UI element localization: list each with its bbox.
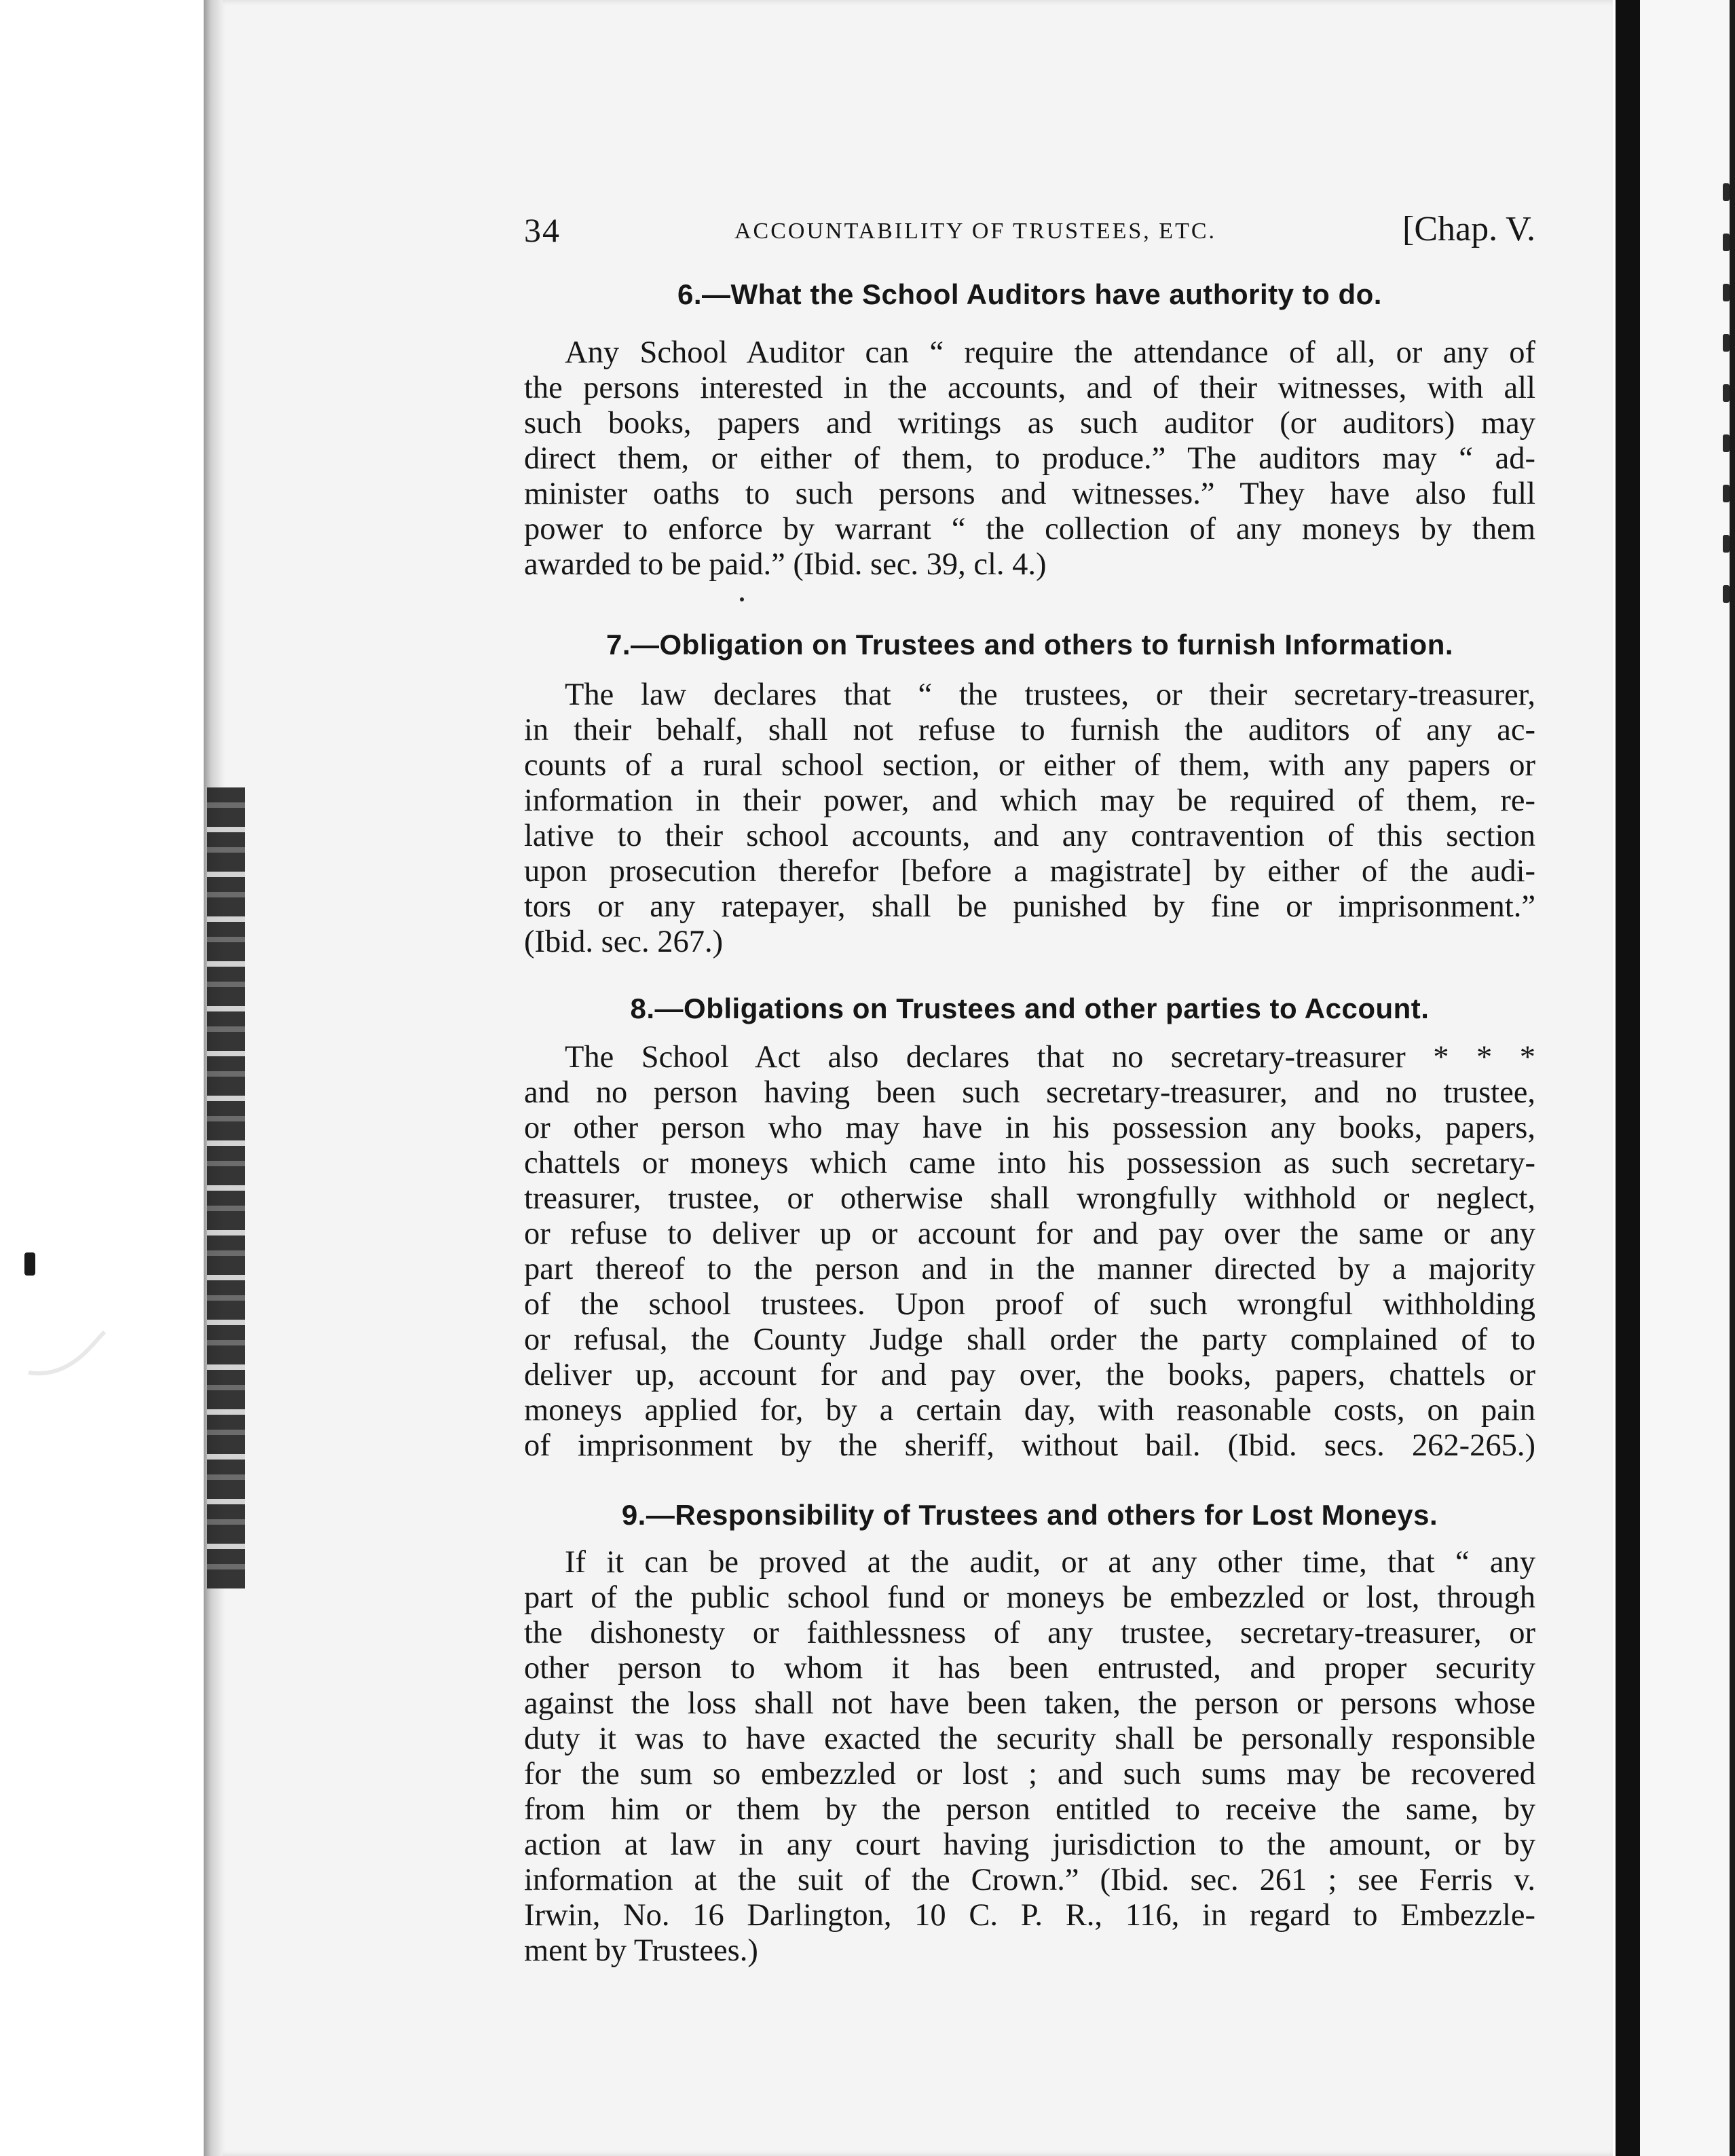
text-line: in their behalf, shall not refuse to furnish the auditors of any ac-: [524, 713, 1535, 747]
text-line: part thereof to the person and in the manner directed by a majority: [524, 1252, 1535, 1286]
scan-right-border: [1730, 0, 1735, 2156]
text-line: chattels or moneys which came into his possession as such secretary-: [524, 1146, 1535, 1181]
section-heading-9: 9.—Responsibility of Trustees and others for Lost Moneys.: [621, 1499, 1438, 1531]
section-heading-7: 7.—Obligation on Trustees and others to furnish Information.: [605, 629, 1454, 661]
text-line: lative to their school accounts, and any contravention of this section: [524, 819, 1535, 853]
text-line: or other person who may have in his possession any books, papers,: [524, 1111, 1535, 1145]
scan-curve-mark: [26, 1331, 107, 1378]
page-number: 34: [524, 211, 561, 249]
scan-speck: [24, 1252, 35, 1276]
text-line: awarded to be paid.” (Ibid. sec. 39, cl. 4.): [524, 547, 1047, 582]
text-line: the persons interested in the accounts, and of their witnesses, with all: [524, 371, 1535, 405]
running-title: ACCOUNTABILITY OF TRUSTEES, ETC.: [734, 219, 1217, 244]
text-line: If it can be proved at the audit, or at any other time, that “ any: [565, 1545, 1535, 1580]
scan-left-margin: [0, 0, 210, 2156]
text-line: upon prosecution therefor [before a magistrate] by either of the audi-: [524, 854, 1535, 889]
text-line: The School Act also declares that no secretary-treasurer * * *: [565, 1040, 1535, 1075]
text-line: or refusal, the County Judge shall order the party complained of to: [524, 1322, 1535, 1357]
page-edge-shadow: [1616, 0, 1640, 2156]
text-line: information in their power, and which may be required of them, re-: [524, 783, 1535, 818]
text-line: minister oaths to such persons and witnesses.” They have also full: [524, 477, 1535, 511]
text-line: moneys applied for, by a certain day, with reasonable costs, on pain: [524, 1393, 1535, 1428]
text-line: counts of a rural school section, or either of them, with any papers or: [524, 748, 1535, 783]
text-line: action at law in any court having jurisdiction to the amount, or by: [524, 1827, 1535, 1862]
spine-binding-stamp: [207, 787, 245, 1588]
section-paragraph-9: [524, 1545, 1535, 1969]
text-line: tors or any ratepayer, shall be punished by fine or imprisonment.”: [524, 889, 1535, 924]
text-line: for the sum so embezzled or lost ; and such sums may be recovered: [524, 1757, 1535, 1791]
text-line: deliver up, account for and pay over, the books, papers, chattels or: [524, 1358, 1535, 1392]
text-line: power to enforce by warrant “ the collection of any moneys by them: [524, 512, 1535, 546]
text-line: part of the public school fund or moneys be embezzled or lost, through: [524, 1580, 1535, 1615]
text-line: Irwin, No. 16 Darlington, 10 C. P. R., 116, in regard to Embezzle-: [524, 1898, 1535, 1933]
running-head: [524, 204, 1535, 258]
text-line: information at the suit of the Crown.” (Ibid. sec. 261 ; see Ferris v.: [524, 1863, 1535, 1897]
page-text-block: [524, 204, 1535, 1969]
text-line: ment by Trustees.): [524, 1933, 758, 1968]
text-line: The law declares that “ the trustees, or their secretary-treasurer,: [565, 677, 1535, 712]
text-line: against the loss shall not have been taken, the person or persons whose: [524, 1686, 1535, 1721]
text-line: treasurer, trustee, or otherwise shall wrongfully withhold or neglect,: [524, 1181, 1535, 1216]
text-line: of imprisonment by the sheriff, without bail. (Ibid. secs. 262-265.): [524, 1428, 1535, 1463]
section-paragraph-8: [524, 1040, 1535, 1464]
text-line: from him or them by the person entitled to receive the same, by: [524, 1792, 1535, 1827]
adjacent-page-edge: [1640, 0, 1735, 2156]
text-line: Any School Auditor can “ require the attendance of all, or any of: [565, 335, 1535, 370]
text-line: direct them, or either of them, to produce.” The auditors may “ ad-: [524, 441, 1535, 476]
section-paragraph-7: [524, 677, 1535, 960]
text-line: such books, papers and writings as such auditor (or auditors) may: [524, 406, 1535, 441]
text-line: the dishonesty or faithlessness of any trustee, secretary-treasurer, or: [524, 1616, 1535, 1650]
section-heading-8: 8.—Obligations on Trustees and other parties to Account.: [630, 992, 1430, 1024]
text-line: and no person having been such secretary-treasurer, and no trustee,: [524, 1075, 1535, 1110]
text-line: other person to whom it has been entrusted, and proper security: [524, 1651, 1535, 1686]
section-heading-6: 6.—What the School Auditors have authority to do.: [677, 278, 1382, 310]
text-line: (Ibid. sec. 267.): [524, 925, 724, 959]
text-line: duty it was to have exacted the security shall be personally responsible: [524, 1722, 1535, 1756]
chapter-reference: [Chap. V.: [1402, 210, 1535, 248]
text-line: or refuse to deliver up or account for and pay over the same or any: [524, 1216, 1535, 1251]
section-paragraph-6: [524, 335, 1535, 582]
text-line: of the school trustees. Upon proof of such wrongful withholding: [524, 1287, 1535, 1322]
